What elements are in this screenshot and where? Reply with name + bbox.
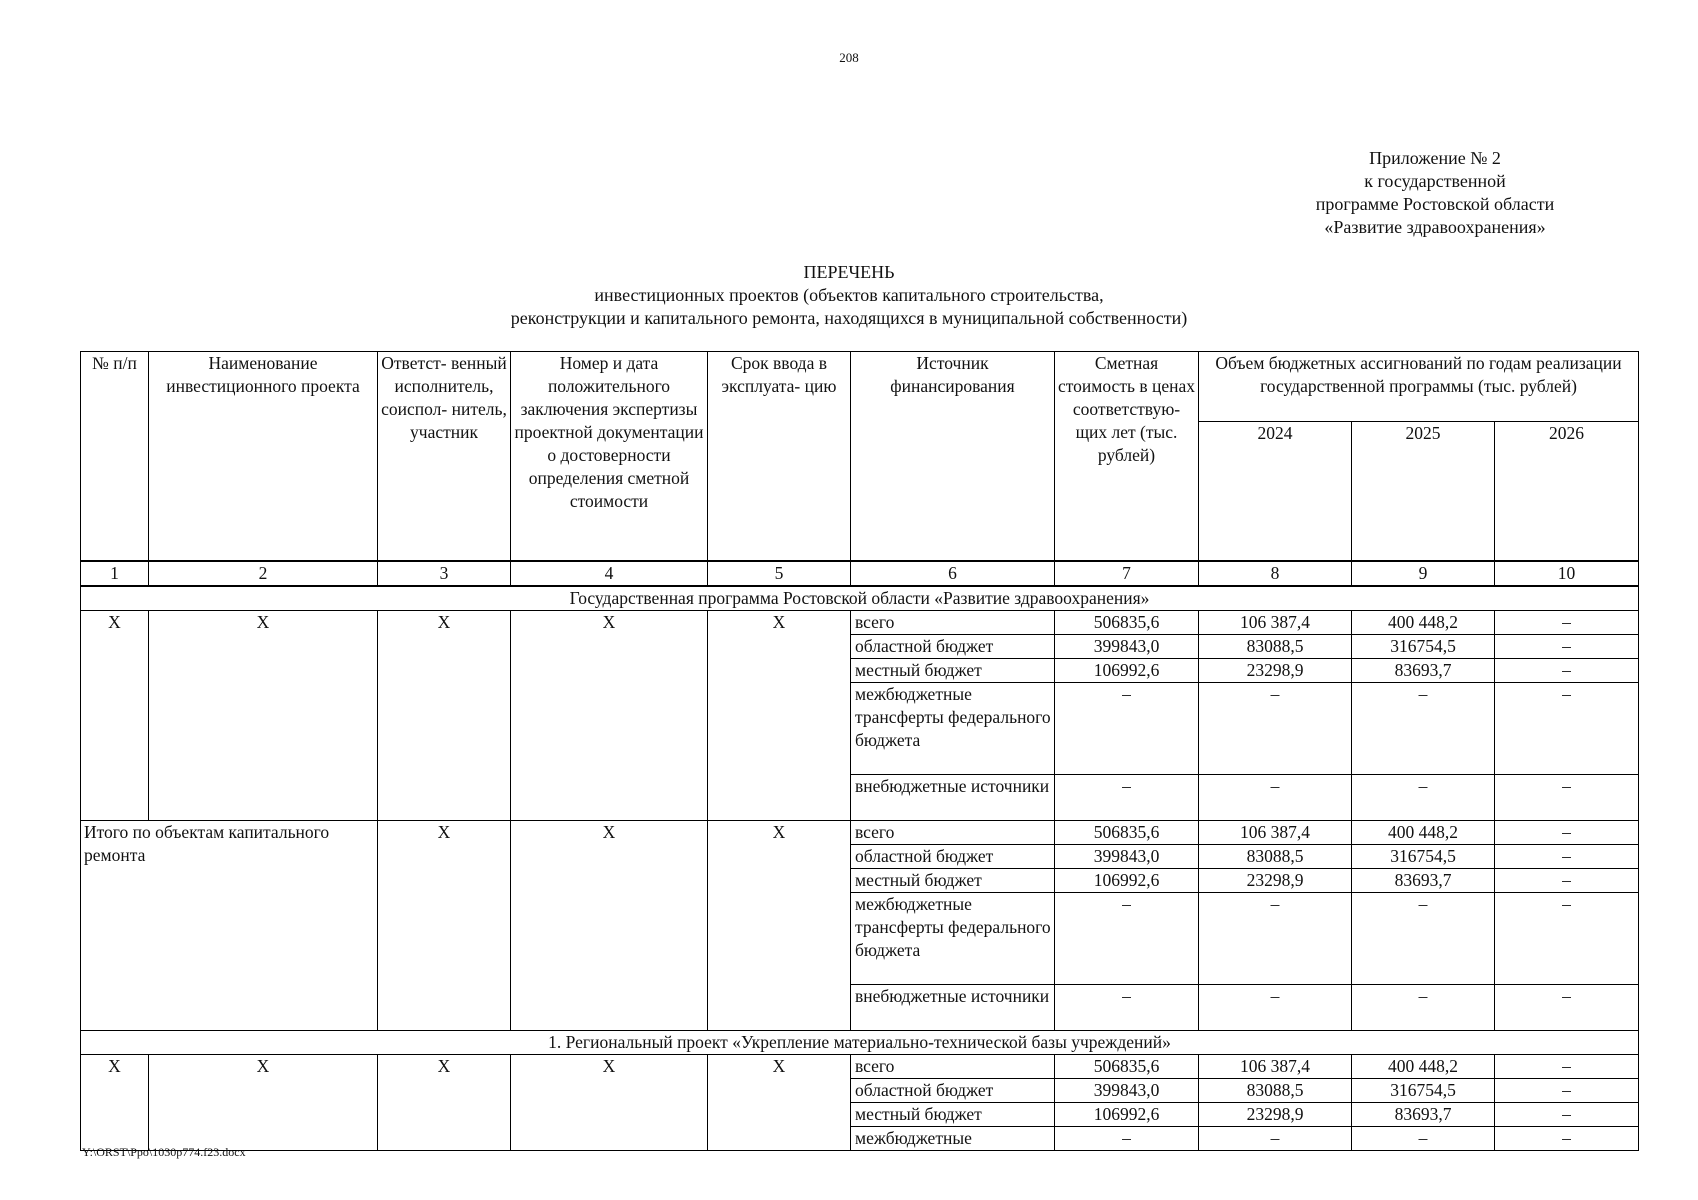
header-responsible: Ответст- венный исполнитель, соиспол- нитель, участник	[378, 352, 511, 562]
column-number: 4	[511, 561, 708, 586]
cell-2026: –	[1495, 1055, 1639, 1079]
cell-x: Х	[511, 821, 708, 1031]
cell-2026: –	[1495, 635, 1639, 659]
cell-x: Х	[81, 611, 149, 821]
cell-cost: 106992,6	[1055, 1103, 1199, 1127]
header-source: Источник финансирования	[851, 352, 1055, 562]
cell-2025: 83693,7	[1352, 659, 1495, 683]
header-year-2025: 2025	[1352, 422, 1495, 562]
cell-2025: –	[1352, 893, 1495, 985]
cell-cost: –	[1055, 1127, 1199, 1151]
cell-2024: –	[1199, 985, 1352, 1031]
column-number: 6	[851, 561, 1055, 586]
column-number: 8	[1199, 561, 1352, 586]
cell-x: Х	[149, 1055, 378, 1151]
cell-2026: –	[1495, 893, 1639, 985]
cell-cost: –	[1055, 775, 1199, 821]
table-row	[81, 611, 1639, 635]
cell-source: внебюджетные источники	[851, 985, 1055, 1031]
column-number: 5	[708, 561, 851, 586]
cell-cost: 106992,6	[1055, 659, 1199, 683]
cell-2024: 23298,9	[1199, 1103, 1352, 1127]
cell-x: Х	[378, 1055, 511, 1151]
cell-2026: –	[1495, 1079, 1639, 1103]
cell-cost: 399843,0	[1055, 635, 1199, 659]
cell-cost: 506835,6	[1055, 611, 1199, 635]
cell-x: Х	[81, 1055, 149, 1151]
column-number: 9	[1352, 561, 1495, 586]
table-row	[81, 821, 1639, 845]
cell-source: всего	[851, 611, 1055, 635]
cell-2024: 106 387,4	[1199, 1055, 1352, 1079]
cell-2026: –	[1495, 845, 1639, 869]
cell-x: Х	[511, 1055, 708, 1151]
title-line: реконструкции и капитального ремонта, находящихся в муниципальной собственности)	[510, 308, 1188, 328]
appendix-line: программе Ростовской области	[1315, 194, 1555, 214]
cell-source: всего	[851, 821, 1055, 845]
cell-source: местный бюджет	[851, 869, 1055, 893]
cell-2026: –	[1495, 985, 1639, 1031]
cell-2025: 316754,5	[1352, 635, 1495, 659]
header-expertise: Номер и дата положительного заключения экспертизы проектной документации о достоверности определения сметной стоимости	[511, 352, 708, 562]
cell-2026: –	[1495, 821, 1639, 845]
appendix-note	[1280, 147, 1590, 239]
cell-2026: –	[1495, 1127, 1639, 1151]
cell-source: областной бюджет	[851, 845, 1055, 869]
cell-2025: 400 448,2	[1352, 1055, 1495, 1079]
cell-2025: 400 448,2	[1352, 611, 1495, 635]
section-project-title: 1. Региональный проект «Укрепление материально-технической базы учреждений»	[81, 1031, 1639, 1055]
cell-cost: 506835,6	[1055, 1055, 1199, 1079]
cell-2026: –	[1495, 775, 1639, 821]
cell-2024: 106 387,4	[1199, 821, 1352, 845]
cell-2024: –	[1199, 893, 1352, 985]
appendix-line: «Развитие здравоохранения»	[1324, 217, 1546, 237]
investment-projects-table	[80, 351, 1639, 1151]
cell-2025: 316754,5	[1352, 1079, 1495, 1103]
header-commissioning: Срок ввода в эксплуата- цию	[708, 352, 851, 562]
cell-2025: 316754,5	[1352, 845, 1495, 869]
title-line: инвестиционных проектов (объектов капитального строительства,	[594, 285, 1104, 305]
cell-2025: 83693,7	[1352, 1103, 1495, 1127]
document-title	[0, 261, 1698, 330]
cell-x: Х	[378, 611, 511, 821]
cell-2024: –	[1199, 683, 1352, 775]
cell-2026: –	[1495, 659, 1639, 683]
header-year-2024: 2024	[1199, 422, 1352, 562]
section-program-title: Государственная программа Ростовской области «Развитие здравоохранения»	[81, 586, 1639, 611]
cell-2024: –	[1199, 1127, 1352, 1151]
header-cost: Сметная стоимость в ценах соответствую- щих лет (тыс. рублей)	[1055, 352, 1199, 562]
cell-x: Х	[149, 611, 378, 821]
cell-cost: –	[1055, 985, 1199, 1031]
cell-source: местный бюджет	[851, 659, 1055, 683]
cell-2024: 106 387,4	[1199, 611, 1352, 635]
cell-x: Х	[708, 611, 851, 821]
cell-source: межбюджетные трансферты федерального бюджета	[851, 683, 1055, 775]
header-name: Наименование инвестиционного проекта	[149, 352, 378, 562]
cell-2025: 400 448,2	[1352, 821, 1495, 845]
page-number: 208	[839, 50, 859, 65]
cell-source: областной бюджет	[851, 1079, 1055, 1103]
column-number-row	[81, 561, 1639, 586]
cell-2025: –	[1352, 683, 1495, 775]
cell-cost: –	[1055, 683, 1199, 775]
cell-2025: –	[1352, 985, 1495, 1031]
cell-2024: 23298,9	[1199, 659, 1352, 683]
cell-cost: 106992,6	[1055, 869, 1199, 893]
cell-source: внебюджетные источники	[851, 775, 1055, 821]
cell-2024: 83088,5	[1199, 635, 1352, 659]
cell-source: местный бюджет	[851, 1103, 1055, 1127]
title-heading: ПЕРЕЧЕНЬ	[803, 262, 895, 282]
cell-cost: 506835,6	[1055, 821, 1199, 845]
cell-cost: 399843,0	[1055, 845, 1199, 869]
appendix-line: к государственной	[1364, 171, 1506, 191]
cell-2026: –	[1495, 869, 1639, 893]
cell-cost: –	[1055, 893, 1199, 985]
cell-2026: –	[1495, 1103, 1639, 1127]
total-label: Итого по объектам капитального ремонта	[81, 821, 378, 1031]
cell-x: Х	[708, 821, 851, 1031]
header-year-2026: 2026	[1495, 422, 1639, 562]
section-row	[81, 586, 1639, 611]
appendix-line: Приложение № 2	[1369, 148, 1501, 168]
table-row	[81, 1055, 1639, 1079]
cell-2026: –	[1495, 683, 1639, 775]
cell-2024: 83088,5	[1199, 845, 1352, 869]
cell-2024: 23298,9	[1199, 869, 1352, 893]
cell-x: Х	[511, 611, 708, 821]
cell-x: Х	[708, 1055, 851, 1151]
table-header-row	[81, 352, 1639, 422]
cell-source: межбюджетные трансферты федерального бюджета	[851, 893, 1055, 985]
column-number: 1	[81, 561, 149, 586]
cell-2025: –	[1352, 775, 1495, 821]
cell-2024: –	[1199, 775, 1352, 821]
cell-2025: 83693,7	[1352, 869, 1495, 893]
cell-source: межбюджетные	[851, 1127, 1055, 1151]
footer-file-path: Y:\ORST\Ppo\1030p774.f23.docx	[82, 1145, 246, 1159]
cell-2024: 83088,5	[1199, 1079, 1352, 1103]
section-row	[81, 1031, 1639, 1055]
cell-2025: –	[1352, 1127, 1495, 1151]
column-number: 7	[1055, 561, 1199, 586]
header-num: № п/п	[81, 352, 149, 562]
column-number: 2	[149, 561, 378, 586]
cell-2026: –	[1495, 611, 1639, 635]
column-number: 3	[378, 561, 511, 586]
cell-source: всего	[851, 1055, 1055, 1079]
column-number: 10	[1495, 561, 1639, 586]
cell-cost: 399843,0	[1055, 1079, 1199, 1103]
cell-source: областной бюджет	[851, 635, 1055, 659]
header-budget-group: Объем бюджетных ассигнований по годам реализации государственной программы (тыс. рублей)	[1199, 352, 1639, 422]
cell-x: Х	[378, 821, 511, 1031]
